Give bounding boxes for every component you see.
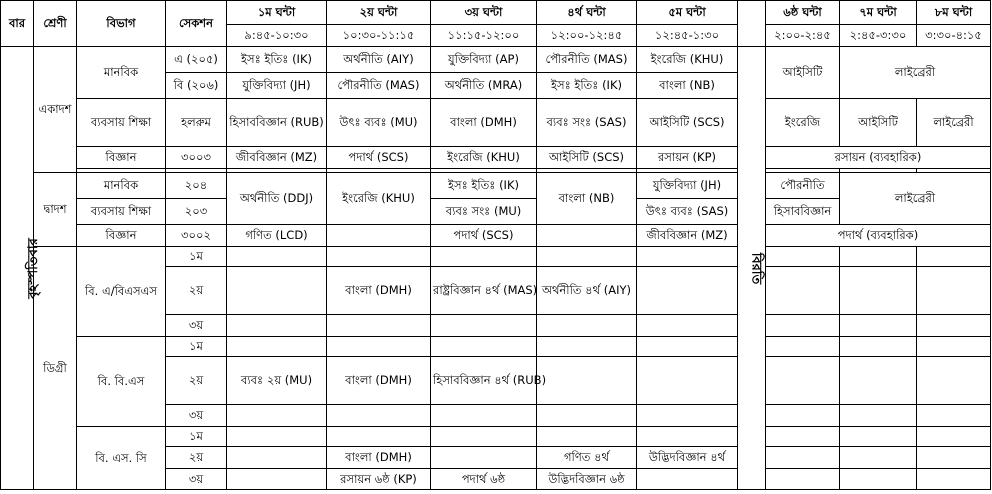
class-cell: ইসঃ ইতিঃ (IK) [431, 173, 537, 199]
year-label: ২য় [166, 267, 227, 315]
class-cell: পদার্থ (SCS) [431, 225, 537, 247]
class-cell: রসায়ন (ব্যবহারিক) [766, 147, 991, 169]
class-label: দ্বাদশ [34, 173, 77, 247]
period-time-7: ২:৪৫-৩:৩০ [840, 25, 917, 47]
class-cell: যুক্তিবিদ্যা (AP) [431, 47, 537, 73]
class-cell: ইংরেজি (KHU) [637, 47, 738, 73]
class-cell: পদার্থ (ব্যবহারিক) [766, 225, 991, 247]
department-header: বিভাগ [77, 1, 166, 47]
class-cell: ইসঃ ইতিঃ (IK) [227, 47, 327, 73]
class-cell: রসায়ন ৬ষ্ঠ (KP) [327, 469, 431, 490]
section-label: ২০৪ [166, 173, 227, 199]
class-cell [537, 225, 637, 247]
table-row [1, 47, 991, 73]
class-cell: হিসাববিজ্ঞান [766, 199, 840, 225]
class-cell: রাষ্ট্রবিজ্ঞান ৪র্থ (MAS) [431, 267, 537, 315]
table-row [1, 147, 991, 169]
department-label: বি. এস. সি [77, 427, 166, 490]
section-label: ৩০০৩ [166, 147, 227, 169]
department-label: বিজ্ঞান [77, 225, 166, 247]
class-header: শ্রেণী [34, 1, 77, 47]
class-cell: গণিত ৪র্থ [537, 447, 637, 469]
period-time-2: ১০:৩০-১১:১৫ [327, 25, 431, 47]
class-cell: আইসিটি [766, 47, 840, 99]
period-time-1: ৯:৪৫-১০:৩০ [227, 25, 327, 47]
year-label: ১ম [166, 427, 227, 447]
department-label: বি. এ/বিএসএস [77, 247, 166, 337]
table-row [1, 173, 991, 199]
class-cell: পৌরনীতি (MAS) [537, 47, 637, 73]
class-cell: ইসঃ ইতিঃ (IK) [537, 73, 637, 99]
break-header [738, 1, 766, 47]
department-label: মানবিক [77, 173, 166, 199]
class-cell: হিসাববিজ্ঞান (RUB) [227, 99, 327, 147]
class-cell: রসায়ন (KP) [637, 147, 738, 169]
class-cell: অর্থনীতি (MRA) [431, 73, 537, 99]
period-header-3: ৩য় ঘন্টা [431, 1, 537, 25]
period-header-4: ৪র্থ ঘন্টা [537, 1, 637, 25]
section-label: ২০৩ [166, 199, 227, 225]
year-label: ২য় [166, 357, 227, 405]
class-cell: ব্যবঃ ২য় (MU) [227, 357, 327, 405]
class-cell: উদ্ভিদবিজ্ঞান ৪র্থ [637, 447, 738, 469]
period-header-6: ৬ষ্ঠ ঘন্টা [766, 1, 840, 25]
period-header-5: ৫ম ঘন্টা [637, 1, 738, 25]
period-time-6: ২:০০-২:৪৫ [766, 25, 840, 47]
period-time-3: ১১:১৫-১২:০০ [431, 25, 537, 47]
year-label: ৩য় [166, 405, 227, 427]
class-cell: গণিত (LCD) [227, 225, 327, 247]
class-cell: উদ্ভিদবিজ্ঞান ৬ষ্ঠ [537, 469, 637, 490]
day-label: বৃহস্পতিবার [1, 47, 34, 490]
class-cell: পৌরনীতি (MAS) [327, 73, 431, 99]
table-row [1, 427, 991, 447]
class-cell: আইসিটি (SCS) [637, 99, 738, 147]
year-label: ২য় [166, 447, 227, 469]
table-row [1, 99, 991, 147]
period-header-1: ১ম ঘন্টা [227, 1, 327, 25]
department-label: মানবিক [77, 47, 166, 99]
period-header-2: ২য় ঘন্টা [327, 1, 431, 25]
class-cell: জীববিজ্ঞান (MZ) [227, 147, 327, 169]
day-header: বার [1, 1, 34, 47]
section-label: এ (২০৫) [166, 47, 227, 73]
class-cell: ব্যবঃ সংঃ (SAS) [537, 99, 637, 147]
class-cell: লাইব্রেরী [917, 99, 991, 147]
class-cell: বাংলা (DMH) [327, 267, 431, 315]
class-cell: পদার্থ ৬ষ্ঠ [431, 469, 537, 490]
class-cell: বাংলা (DMH) [327, 447, 431, 469]
section-header: সেকশন [166, 1, 227, 47]
period-header-8: ৮ম ঘন্টা [917, 1, 991, 25]
class-cell: অর্থনীতি (AIY) [327, 47, 431, 73]
class-cell: আইসিটি [840, 99, 917, 147]
period-time-5: ১২:৪৫-১:৩০ [637, 25, 738, 47]
department-label: বিজ্ঞান [77, 147, 166, 169]
class-cell: অর্থনীতি (DDJ) [227, 173, 327, 225]
class-cell: ব্যবঃ সংঃ (MU) [431, 199, 537, 225]
class-label: একাদশ [34, 47, 77, 173]
table-row [1, 337, 991, 357]
class-cell: বাংলা (DMH) [431, 99, 537, 147]
class-cell: ইংরেজি (KHU) [431, 147, 537, 169]
class-cell: ইংরেজি [766, 99, 840, 147]
class-cell [327, 225, 431, 247]
class-cell: জীববিজ্ঞান (MZ) [637, 225, 738, 247]
class-cell: বাংলা (DMH) [327, 357, 431, 405]
class-cell: লাইব্রেরী [840, 173, 991, 225]
year-label: ১ম [166, 247, 227, 267]
class-cell: উৎঃ ব্যবঃ (SAS) [637, 199, 738, 225]
class-cell: যুক্তিবিদ্যা (JH) [637, 173, 738, 199]
department-label: বি. বি.এস [77, 337, 166, 427]
period-time-4: ১২:০০-১২:৪৫ [537, 25, 637, 47]
table-row [1, 247, 991, 267]
class-cell: পদার্থ (SCS) [327, 147, 431, 169]
class-cell: বাংলা (NB) [537, 173, 637, 225]
section-label: ৩০০২ [166, 225, 227, 247]
class-cell: উৎঃ ব্যবঃ (MU) [327, 99, 431, 147]
class-cell: লাইব্রেরী [840, 47, 991, 99]
class-cell: পৌরনীতি [766, 173, 840, 199]
year-label: ৩য় [166, 315, 227, 337]
table-row [1, 225, 991, 247]
class-cell: বাংলা (NB) [637, 73, 738, 99]
break-label: বিরতি [738, 47, 766, 490]
class-cell: যুক্তিবিদ্যা (JH) [227, 73, 327, 99]
class-label: ডিগ্রী [34, 247, 77, 490]
header-row [1, 1, 991, 25]
class-cell: হিসাববিজ্ঞান ৪র্থ (RUB) [431, 357, 537, 405]
section-label: বি (২০৬) [166, 73, 227, 99]
period-header-7: ৭ম ঘন্টা [840, 1, 917, 25]
department-label: ব্যবসায় শিক্ষা [77, 199, 166, 225]
class-cell: ইংরেজি (KHU) [327, 173, 431, 225]
year-label: ৩য় [166, 469, 227, 490]
department-label: ব্যবসায় শিক্ষা [77, 99, 166, 147]
section-label: হলরুম [166, 99, 227, 147]
class-cell: অর্থনীতি ৪র্থ (AIY) [537, 267, 637, 315]
year-label: ১ম [166, 337, 227, 357]
period-time-8: ৩:৩০-৪:১৫ [917, 25, 991, 47]
class-cell: আইসিটি (SCS) [537, 147, 637, 169]
